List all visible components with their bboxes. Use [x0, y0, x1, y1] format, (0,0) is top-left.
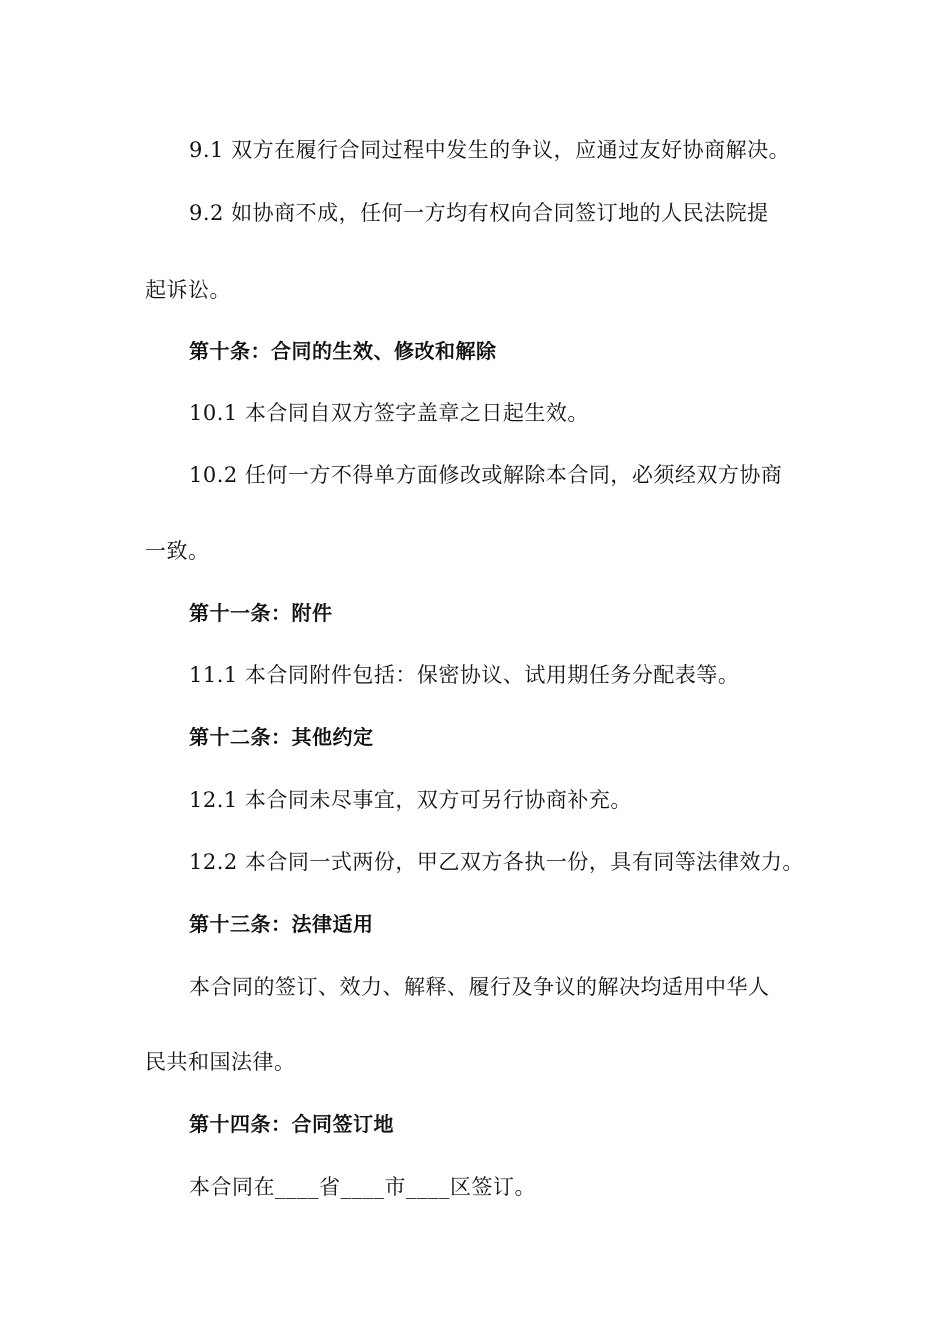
article-10-heading: 第十条：合同的生效、修改和解除 [189, 339, 497, 363]
clause-10-2: 10.2 任何一方不得单方面修改或解除本合同，必须经双方协商 [189, 463, 783, 487]
article-12-heading: 第十二条：其他约定 [189, 725, 374, 749]
clause-10-1: 10.1 本合同自双方签字盖章之日起生效。 [189, 401, 589, 425]
article-11-heading: 第十一条：附件 [189, 601, 333, 625]
article-13-body-continued: 民共和国法律。 [145, 1050, 296, 1074]
clause-9-1: 9.1 双方在履行合同过程中发生的争议，应通过友好协商解决。 [189, 138, 791, 162]
clause-10-2-continued: 一致。 [145, 539, 210, 563]
article-13-heading: 第十三条：法律适用 [189, 912, 374, 936]
clause-11-1: 11.1 本合同附件包括：保密协议、试用期任务分配表等。 [189, 663, 740, 687]
article-13-body: 本合同的签订、效力、解释、履行及争议的解决均适用中华人 [189, 975, 770, 999]
clause-12-2: 12.2 本合同一式两份，甲乙双方各执一份，具有同等法律效力。 [189, 850, 804, 874]
clause-9-2-continued: 起诉讼。 [145, 278, 231, 302]
article-14-heading: 第十四条：合同签订地 [189, 1112, 394, 1136]
clause-9-2: 9.2 如协商不成，任何一方均有权向合同签订地的人民法院提 [189, 201, 769, 225]
article-14-body: 本合同在____省____市____区签订。 [189, 1175, 536, 1199]
clause-12-1: 12.1 本合同未尽事宜，双方可另行协商补充。 [189, 788, 632, 812]
